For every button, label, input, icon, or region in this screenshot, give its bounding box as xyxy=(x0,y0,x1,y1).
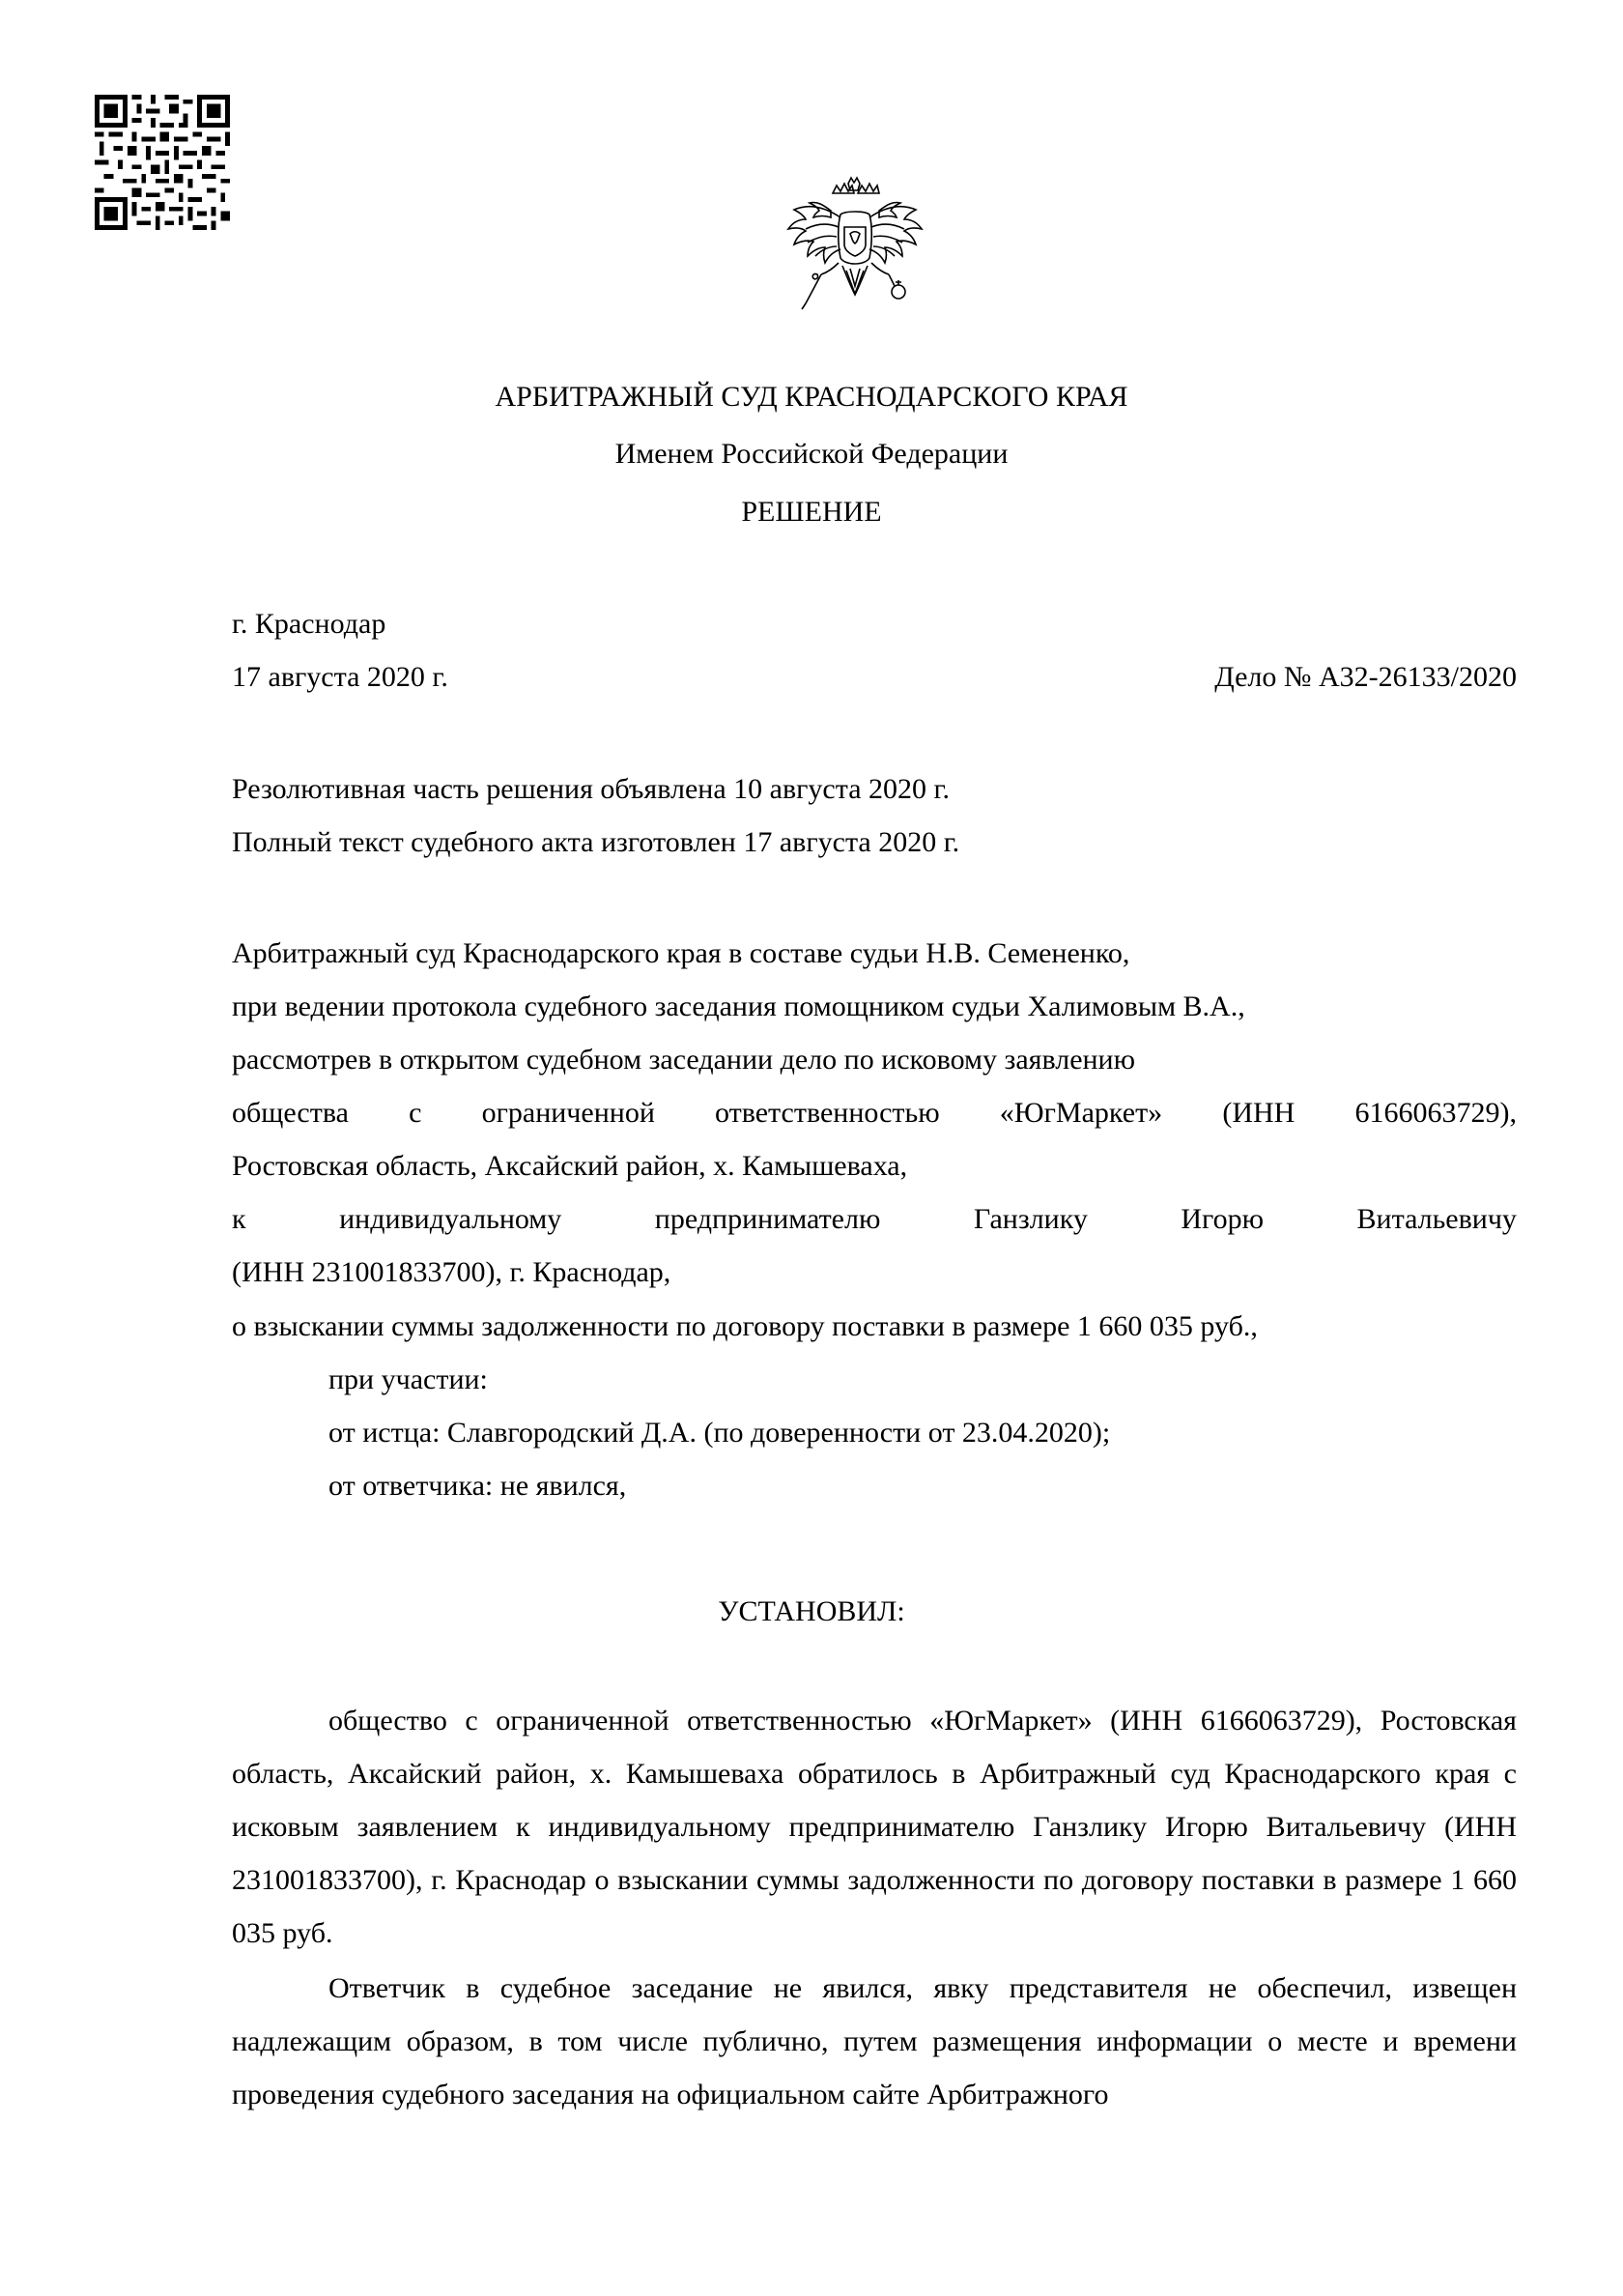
body-paragraph-1: общество с ограниченной ответственностью «ЮгМаркет» (ИНН 6166063729), Ростовская область, Аксайский район, х. Камышеваха обратилось в Арбитражный суд Краснодарского края с исковым заявлением к индивидуальному предпринимателю Ганзлику Игорю Витальевичу (ИНН 231001833700), г. Краснодар о взыскании суммы задолженности по договору поставки в размере 1 660 035 руб. xyxy=(232,1705,1517,1949)
established-heading: УСТАНОВИЛ: xyxy=(718,1595,905,1627)
intro-line-7: (ИНН 231001833700), г. Краснодар, xyxy=(232,1256,671,1288)
body-paragraph-2: Ответчик в судебное заседание не явился, явку представителя не обеспечил, извещен надлежащим образом, в том числе публично, путем размещения информации о месте и времени проведения судебного заседания на официальном сайте Арбитражного xyxy=(232,1972,1517,2110)
case-number: Дело № А32-26133/2020 xyxy=(1214,661,1517,693)
intro-line-5: Ростовская область, Аксайский район, х. Камышеваха, xyxy=(232,1150,908,1182)
city-line: г. Краснодар xyxy=(232,608,386,640)
word: с xyxy=(409,1097,422,1129)
qr-code xyxy=(95,95,230,230)
word: индивидуальному xyxy=(339,1203,562,1235)
word: Игорю xyxy=(1181,1203,1265,1235)
intro-line-1: Арбитражный суд Краснодарского края в составе судьи Н.В. Семененко, xyxy=(232,937,1130,969)
word: Витальевичу xyxy=(1356,1203,1517,1235)
word: к xyxy=(232,1203,246,1235)
in-name-of-line: Именем Российской Федерации xyxy=(614,438,1009,470)
word: ответственностью xyxy=(715,1097,940,1129)
court-name-heading: АРБИТРАЖНЫЙ СУД КРАСНОДАРСКОГО КРАЯ xyxy=(495,381,1128,413)
word: «ЮгМаркет» xyxy=(999,1097,1163,1129)
word: предпринимателю xyxy=(654,1203,881,1235)
intro-line-4 xyxy=(232,1096,1517,1131)
word: 6166063729), xyxy=(1354,1097,1517,1129)
resolution-announced-line: Резолютивная часть решения объявлена 10 августа 2020 г. xyxy=(232,773,950,805)
participation-label: при участии: xyxy=(328,1363,488,1395)
decision-date: 17 августа 2020 г. xyxy=(232,661,448,693)
plaintiff-representative: от истца: Славгородский Д.А. (по доверенности от 23.04.2020); xyxy=(328,1417,1111,1449)
full-text-made-line: Полный текст судебного акта изготовлен 17 августа 2020 г. xyxy=(232,826,960,858)
word: ограниченной xyxy=(481,1097,655,1129)
intro-line-2: при ведении протокола судебного заседания помощником судьи Халимовым В.А., xyxy=(232,990,1245,1022)
coat-of-arms-emblem xyxy=(783,174,927,333)
intro-line-8: о взыскании суммы задолженности по договору поставки в размере 1 660 035 руб., xyxy=(232,1310,1258,1342)
word: (ИНН xyxy=(1222,1097,1296,1129)
defendant-representative: от ответчика: не явился, xyxy=(328,1470,627,1502)
intro-line-3: рассмотрев в открытом судебном заседании дело по исковому заявлению xyxy=(232,1044,1136,1076)
intro-line-6 xyxy=(232,1202,1517,1237)
word: общества xyxy=(232,1097,349,1129)
document-type-heading: РЕШЕНИЕ xyxy=(741,496,882,528)
word: Ганзлику xyxy=(973,1203,1088,1235)
